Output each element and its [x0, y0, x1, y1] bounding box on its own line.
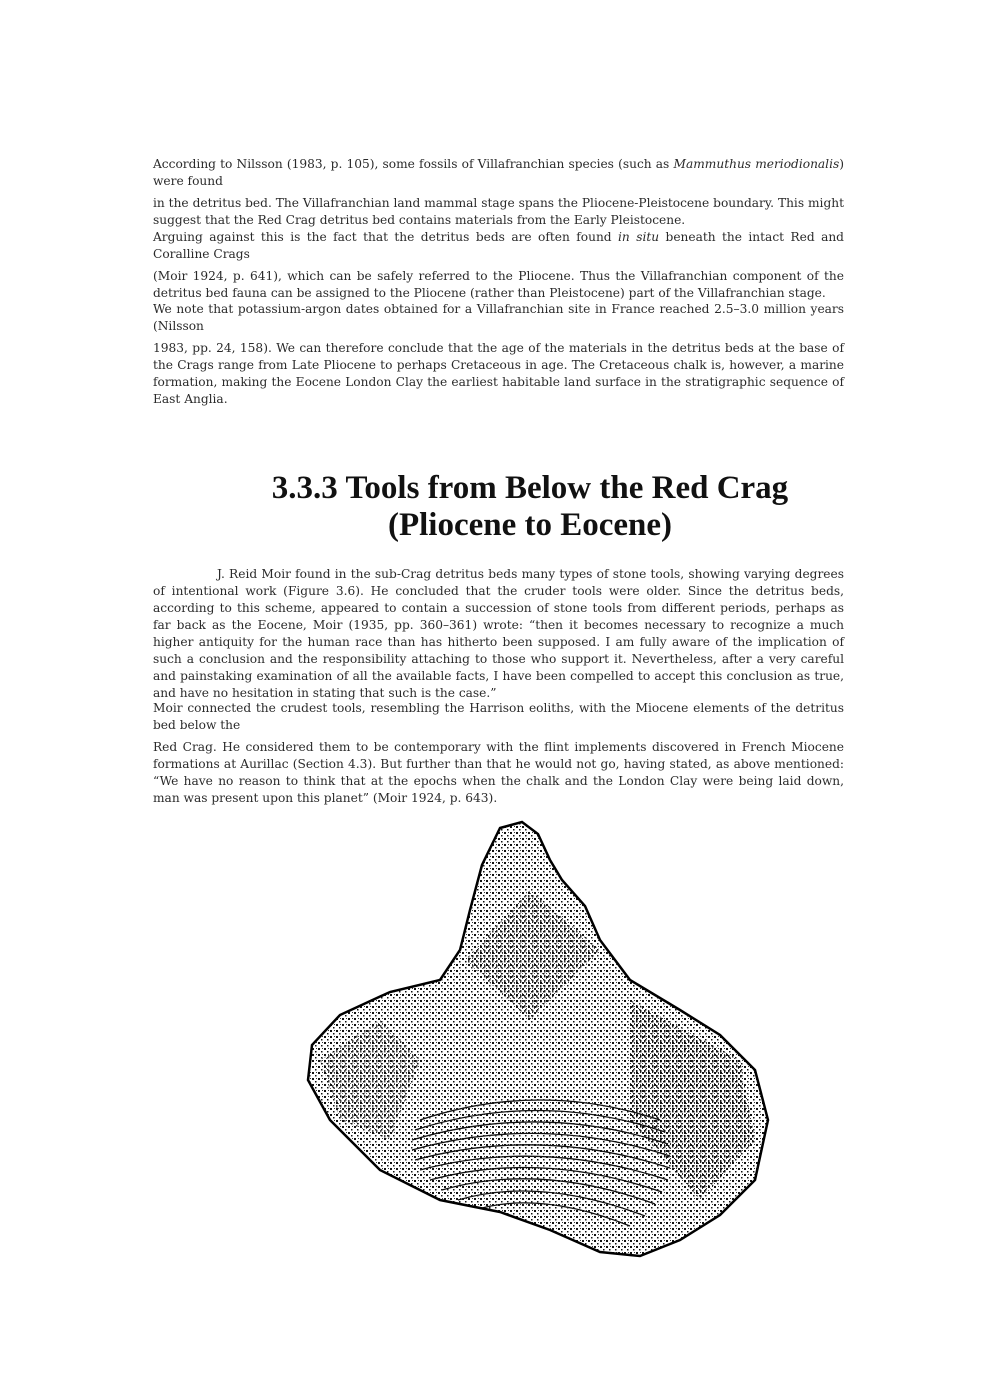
paragraph-body: J. Reid Moir found in the sub-Crag detritus beds many types of stone tools, showing varying degrees of intentional work (Figure 3.6). He concluded that the cruder tools were older. Since the detritus beds, according to this scheme, appeared to contain a succession of stone tools from different periods, perhaps as far back as the Eocene, Moir (1935, pp. 360–361) wrote: “then it becomes necessary to recognize a much higher antiquity for the human race than has hitherto been supposed. I am fully aware of the implication of such a conclusion and the responsibility attaching to those who support it. Nevertheless, after a very careful and painstaking examination of all the available facts, I have been compelled to accept this conclusion as true, and have no hesitation in stating that such is the case.”: [153, 567, 844, 700]
paragraph-nilsson-fossils: [153, 156, 844, 229]
paragraph-potassium-argon: [153, 301, 844, 408]
paragraph-body: Red Crag. He considered them to be contemporary with the flint implements discovered in French Miocene formations at Aurillac (Section 4.3). But further than that he would not go, having stated, as above mentioned: “We have no reason to think that at the epochs when the chalk and the London Clay were being laid down, man was present upon this planet” (Moir 1924, p. 643).: [153, 740, 844, 805]
paragraph-first-line: According to Nilsson (1983, p. 105), some fossils of Villafranchian species (such as Mammuthus meriodionalis) were found: [153, 157, 845, 188]
paragraph-body: 1983, pp. 24, 158). We can therefore conclude that the age of the materials in the detritus beds at the base of the Crags range from Late Pliocene to perhaps Cretaceous in age. The Cretaceous chalk is, however, a marine formation, making the Eocene London Clay the earliest habitable land surface in the stratigraphic sequence of East Anglia.: [153, 341, 844, 406]
heading-line-2: (Pliocene to Eocene): [387, 507, 673, 543]
stone-tool-illustration: [300, 820, 770, 1260]
paragraph-body: in the detritus bed. The Villafranchian land mammal stage spans the Pliocene-Pleistocene boundary. This might suggest that the Red Crag detritus bed contains materials from the Early Pleistocene.: [153, 196, 844, 227]
paragraph-body: (Moir 1924, p. 641), which can be safely referred to the Pliocene. Thus the Villafranchian component of the detritus bed fauna can be assigned to the Pliocene (rather than Pleistocene) part of the Villafranchian stage.: [153, 269, 844, 300]
paragraph-first-line: We note that potassium-argon dates obtained for a Villafranchian site in France reached 2.5–3.0 million years (Nilsson: [153, 302, 844, 333]
latin-term: in situ: [618, 230, 660, 244]
paragraph-first-line: Moir connected the crudest tools, resembling the Harrison eoliths, with the Miocene elements of the detritus bed below the: [153, 701, 844, 732]
tool-shading: [300, 820, 770, 1260]
paragraph-first-line: Arguing against this is the fact that the detritus beds are often found in situ beneath the intact Red and Coralline Crags: [153, 230, 844, 261]
section-heading: [153, 470, 907, 544]
paragraph-moir-tools: [153, 566, 844, 702]
heading-line-1: 3.3.3 Tools from Below the Red Crag: [271, 470, 789, 506]
species-name: Mammuthus meriodionalis: [673, 157, 840, 171]
paragraph-crudest-tools: [153, 700, 844, 807]
paragraph-in-situ: [153, 229, 844, 302]
